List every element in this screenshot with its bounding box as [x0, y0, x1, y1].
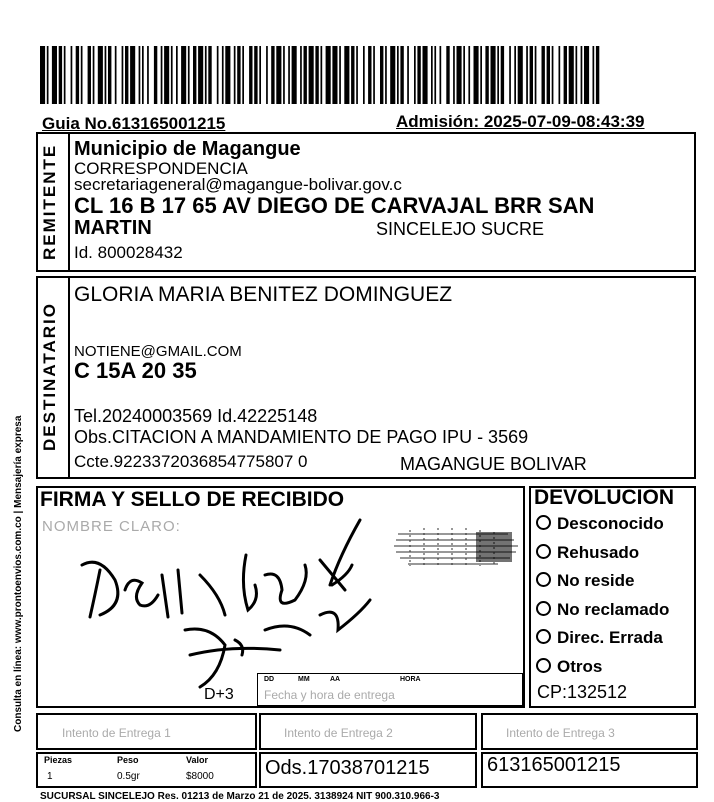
- barcode-bar: [266, 46, 268, 104]
- fecha-hora-label: HORA: [400, 676, 421, 683]
- barcode-bar: [108, 46, 111, 104]
- barcode-bar: [535, 46, 537, 104]
- barcode-bar: [480, 46, 482, 104]
- d-plus-3: D+3: [204, 686, 234, 703]
- barcode-bar: [368, 46, 371, 104]
- barcode-bar: [105, 46, 107, 104]
- barcode-bar: [344, 46, 349, 104]
- fecha-mm-label: MM: [298, 676, 310, 683]
- destinatario-address: C 15A 20 35: [74, 358, 197, 383]
- footer-sucursal: SUCURSAL SINCELEJO Res. 01213 de Marzo 21 de 2025. 3138924 NIT 900.310.966-3: [40, 791, 440, 802]
- barcode-bar: [457, 46, 462, 104]
- barcode-bar: [518, 46, 523, 104]
- barcode-bar: [276, 46, 281, 104]
- barcode-bar: [351, 46, 354, 104]
- barcode-bar: [242, 46, 244, 104]
- nombre-claro-label: NOMBRE CLARO:: [42, 518, 181, 535]
- ods-number: Ods.17038701215: [265, 757, 430, 779]
- radio-icon: [536, 572, 551, 587]
- fecha-entrega-label: Fecha y hora de entrega: [264, 688, 395, 702]
- barcode-bar: [321, 46, 323, 104]
- barcode-bar: [373, 46, 375, 104]
- remitente-label: REMITENTE: [40, 143, 59, 261]
- barcode-bar: [326, 46, 331, 104]
- remitente-dept: CORRESPONDENCIA: [74, 159, 248, 178]
- barcode-bar: [304, 46, 307, 104]
- barcode-bar: [474, 46, 479, 104]
- barcode-bar: [193, 46, 196, 104]
- remitente-email: secretariageneral@magangue-bolivar.gov.c: [74, 175, 402, 194]
- handwritten-signature: [70, 505, 430, 695]
- remitente-city: SINCELEJO SUCRE: [376, 219, 545, 239]
- barcode-bar: [181, 46, 186, 104]
- barcode-bar: [222, 46, 224, 104]
- barcode-bar: [363, 46, 365, 104]
- barcode-bar: [463, 46, 465, 104]
- barcode-bar: [431, 46, 433, 104]
- barcode-bar: [254, 46, 257, 104]
- valor-value: $8000: [186, 771, 214, 782]
- barcode-bar: [217, 46, 219, 104]
- peso-label: Peso: [117, 755, 139, 765]
- barcode-bar: [93, 46, 95, 104]
- side-consulta-text: Consulta en línea: www.prontoenvios.com.co | Mensajería expresa: [13, 415, 24, 733]
- barcode-bar: [400, 46, 403, 104]
- radio-icon: [536, 601, 551, 616]
- barcode-bar: [154, 46, 157, 104]
- barcode-bar: [446, 46, 449, 104]
- barcode-bar: [569, 46, 574, 104]
- barcode-bar: [414, 46, 416, 104]
- barcode-bar: [59, 46, 62, 104]
- barcode-bar: [593, 46, 595, 104]
- barcode-bar: [514, 46, 516, 104]
- barcode-bar: [237, 46, 240, 104]
- barcode-bar: [309, 46, 314, 104]
- barcode-bar: [453, 46, 455, 104]
- barcode-bar: [423, 46, 428, 104]
- barcode-bar: [47, 46, 49, 104]
- barcode-bar: [115, 46, 117, 104]
- barcode-bar: [385, 46, 387, 104]
- destinatario-obs: Obs.CITACION A MANDAMIENTO DE PAGO IPU - 3569: [74, 427, 529, 447]
- piezas-label: Piezas: [44, 755, 73, 765]
- destinatario-tel: Tel.20240003569 Id.42225148: [74, 406, 318, 426]
- barcode-bar: [288, 46, 290, 104]
- stamp-mark: [390, 522, 522, 572]
- barcode-bar: [576, 46, 578, 104]
- firma-title: FIRMA Y SELLO DE RECIBIDO: [40, 488, 345, 511]
- radio-icon: [536, 658, 551, 673]
- barcode-bar: [225, 46, 230, 104]
- fecha-aa-label: AA: [330, 676, 341, 683]
- destinatario-name: GLORIA MARIA BENITEZ DOMINGUEZ: [74, 283, 453, 306]
- guia-number: Guia No.613165001215: [42, 114, 226, 133]
- barcode-bar: [434, 46, 436, 104]
- barcode-bar: [356, 46, 358, 104]
- barcode-bar: [300, 46, 302, 104]
- destinatario-city: MAGANGUE BOLIVAR: [400, 454, 587, 474]
- barcode-bar: [76, 46, 79, 104]
- barcode-bar: [332, 46, 337, 104]
- barcode-bar: [164, 46, 169, 104]
- barcode-bar: [71, 46, 73, 104]
- barcode: [40, 46, 600, 104]
- barcode-bar: [176, 46, 178, 104]
- remitente-address: CL 16 B 17 65 AV DIEGO DE CARVAJAL BRR SAN: [74, 193, 595, 218]
- barcode-bar: [390, 46, 395, 104]
- barcode-bar: [584, 46, 589, 104]
- barcode-bar: [380, 46, 383, 104]
- option-direc-errada[interactable]: Direc. Errada: [536, 628, 669, 657]
- intento-2-label: Intento de Entrega 2: [284, 726, 393, 740]
- barcode-bar: [122, 46, 124, 104]
- barcode-bar: [98, 46, 103, 104]
- barcode-bar: [234, 46, 236, 104]
- barcode-bar: [559, 46, 561, 104]
- barcode-bar: [259, 46, 261, 104]
- option-desconocido[interactable]: Desconocido: [536, 514, 669, 543]
- barcode-bar: [581, 46, 583, 104]
- devolucion-cp: CP:132512: [537, 682, 628, 702]
- barcode-bar: [596, 46, 599, 104]
- radio-icon: [536, 629, 551, 644]
- fecha-dd-label: DD: [264, 676, 275, 683]
- option-rehusado[interactable]: Rehusado: [536, 543, 669, 572]
- valor-label: Valor: [186, 755, 209, 765]
- piezas-value: 1: [47, 771, 53, 782]
- remitente-id: Id. 800028432: [74, 243, 183, 262]
- barcode-bar: [64, 46, 66, 104]
- barcode-bar: [198, 46, 203, 104]
- intento-3-label: Intento de Entrega 3: [506, 726, 615, 740]
- intento-1-label: Intento de Entrega 1: [62, 726, 171, 740]
- barcode-bar: [339, 46, 341, 104]
- barcode-bar: [542, 46, 545, 104]
- barcode-bar: [468, 46, 470, 104]
- barcode-bar: [407, 46, 409, 104]
- barcode-bar: [271, 46, 274, 104]
- barcode-bar: [440, 46, 442, 104]
- option-otros[interactable]: Otros: [536, 657, 669, 686]
- barcode-bar: [147, 46, 149, 104]
- radio-icon: [536, 515, 551, 530]
- barcode-bar: [125, 46, 128, 104]
- barcode-bar: [397, 46, 399, 104]
- devolucion-title: DEVOLUCION: [534, 486, 675, 509]
- barcode-bar: [130, 46, 135, 104]
- peso-value: 0.5gr: [117, 771, 140, 782]
- barcode-bar: [530, 46, 533, 104]
- barcode-bar: [205, 46, 207, 104]
- option-no-reclamado[interactable]: No reclamado: [536, 600, 669, 629]
- option-no-reside[interactable]: No reside: [536, 571, 669, 600]
- remitente-address-2: MARTIN: [74, 217, 152, 239]
- barcode-bar: [161, 46, 163, 104]
- barcode-bar: [88, 46, 91, 104]
- barcode-bar: [547, 46, 550, 104]
- barcode-bar: [485, 46, 488, 104]
- barcode-bar: [292, 46, 297, 104]
- barcode-bar: [283, 46, 285, 104]
- barcode-bar: [509, 46, 511, 104]
- barcode-bar: [526, 46, 528, 104]
- barcode-bar: [491, 46, 496, 104]
- destinatario-ccte: Ccte.9223372036854775807 0: [74, 452, 308, 471]
- barcode-bar: [249, 46, 252, 104]
- barcode-bar: [564, 46, 567, 104]
- barcode-bar: [315, 46, 318, 104]
- barcode-bar: [171, 46, 173, 104]
- barcode-bar: [188, 46, 190, 104]
- devolucion-options: [536, 514, 669, 685]
- radio-icon: [536, 544, 551, 559]
- barcode-bar: [40, 46, 45, 104]
- barcode-bar: [52, 46, 57, 104]
- barcode-bar: [139, 46, 141, 104]
- destinatario-email: NOTIENE@GMAIL.COM: [74, 343, 242, 360]
- barcode-bar: [81, 46, 83, 104]
- barcode-bar: [497, 46, 499, 104]
- barcode-bar: [501, 46, 504, 104]
- admision-date: Admisión: 2025-07-09-08:43:39: [396, 112, 645, 131]
- barcode-bar: [142, 46, 144, 104]
- guia-footer-number: 613165001215: [487, 754, 621, 776]
- barcode-bar: [417, 46, 420, 104]
- barcode-bar: [552, 46, 554, 104]
- destinatario-label: DESTINATARIO: [40, 302, 59, 452]
- barcode-bar: [208, 46, 211, 104]
- remitente-name: Municipio de Magangue: [74, 138, 301, 160]
